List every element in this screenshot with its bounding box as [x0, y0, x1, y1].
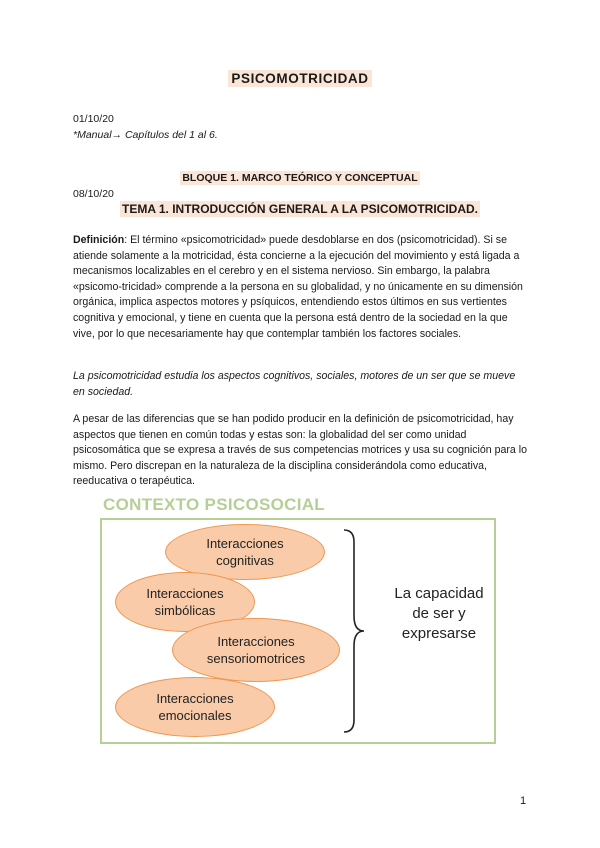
- document-title: [0, 71, 600, 86]
- italic-paragraph: La psicomotricidad estudia los aspectos cognitivos, sociales, motores de un ser que se mueve en sociedad.: [73, 370, 516, 398]
- diagram-title: CONTEXTO PSICOSOCIAL: [103, 495, 325, 514]
- ellipse-emocionales-label: Interacciones emocionales: [156, 691, 234, 723]
- ellipse-sensoriomotrices: [172, 618, 340, 682]
- definition-paragraph: [73, 233, 528, 342]
- paragraph-3: A pesar de las diferencias que se han podido producir en la definición de psicomotricidad, hay aspectos que tienen en común todas y estas son: la globalidad del ser como unidad psicosomática que se expresa a través de sus competencias motrices y usa su cognición para lo mismo. Pero discrepan en la naturaleza de la disciplina considerándola como educativa, reeducativa o terapéutica.: [73, 413, 527, 488]
- page-number: 1: [520, 795, 527, 807]
- right-brace: [340, 528, 370, 734]
- tema-heading-text: TEMA 1. INTRODUCCIÓN GENERAL A LA PSICOMOTRICIDAD.: [121, 202, 478, 216]
- ellipse-emocionales: [115, 677, 275, 737]
- definition-label: Definición: [73, 234, 125, 246]
- document-title-text: PSICOMOTRICIDAD: [228, 70, 371, 87]
- bloque-heading: [0, 172, 600, 184]
- ellipse-cognitivas-label: Interacciones cognitivas: [206, 536, 284, 568]
- manual-note: *Manual→ Capítulos del 1 al 6.: [73, 129, 218, 141]
- date-1: 01/10/20: [73, 113, 114, 125]
- ellipse-simbolicas-label: Interacciones simbólicas: [146, 586, 224, 618]
- date-2: 08/10/20: [73, 188, 114, 200]
- tema-heading: [0, 202, 600, 216]
- bloque-heading-text: BLOQUE 1. MARCO TEÓRICO Y CONCEPTUAL: [182, 172, 418, 184]
- ellipse-sensoriomotrices-label: Interacciones sensoriomotrices: [206, 634, 306, 666]
- definition-text: : El término «psicomotricidad» puede desdoblarse en dos (psicomotricidad). Si se atiende solamente a la motricidad, ésta concierne a la ejecución del movimiento y está ligada a mecanismos localizables en el cerebro y en el sistema nervioso. Sin embargo, la palabra «psicomo-tricidad» comprende a la persona en su globalidad, y no únicamente en su dimensión orgánica, implica aspectos motores y psíquicos, entendiendo estos últimos en sus vertientes cognitiva y emocional, y tiene en cuenta que la persona está dentro de la sociedad en la que vive, por lo que necesariamente hay que contemplar también los factores sociales.: [73, 234, 523, 340]
- diagram-result-text: La capacidad de ser y expresarse: [394, 585, 484, 642]
